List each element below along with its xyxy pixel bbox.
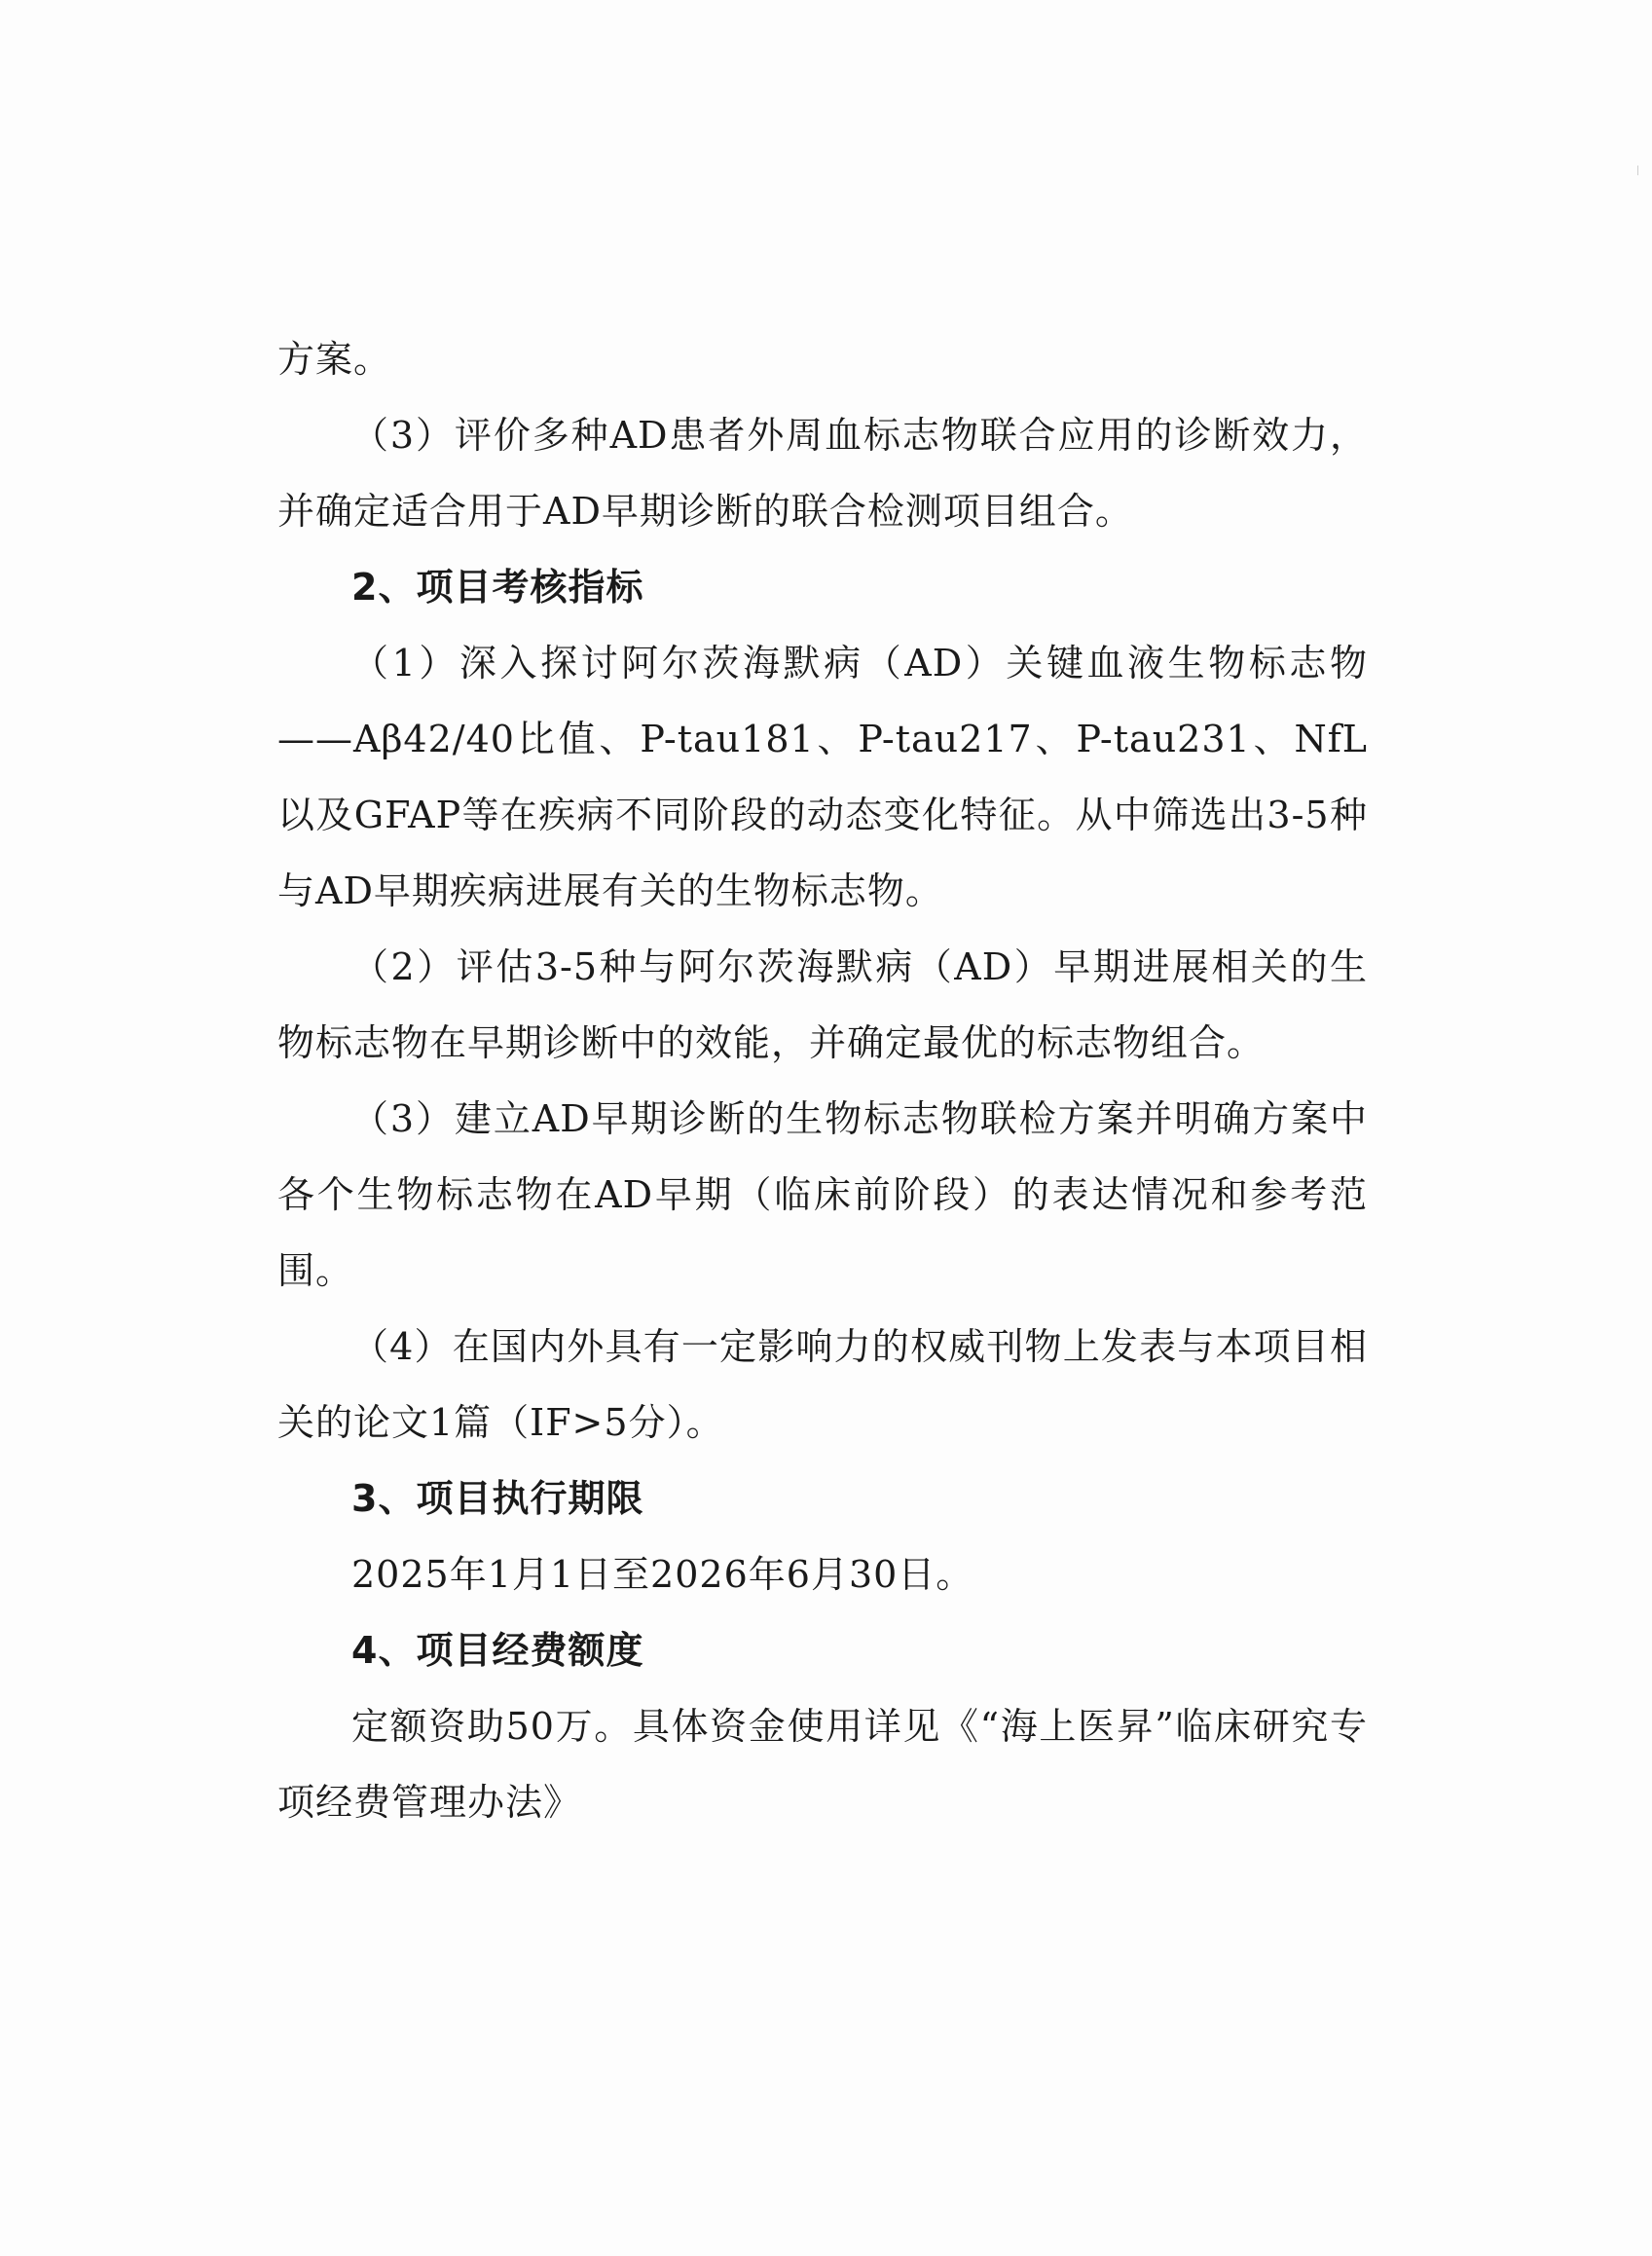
paragraph-execution-period: 2025年1月1日至2026年6月30日。	[351, 1553, 974, 1596]
document-body	[277, 321, 1368, 1840]
section-heading-funding-amount: 4、项目经费额度	[351, 1629, 644, 1672]
paragraph-funding-amount: 定额资助50万。具体资金使用详见《“海上医昇”临床研究专项经费管理办法》	[277, 1705, 1368, 1824]
paragraph-indicator-3: （3）建立AD早期诊断的生物标志物联检方案并明确方案中各个生物标志物在AD早期（临床前阶段）的表达情况和参考范围。	[277, 1097, 1368, 1292]
scan-artifact	[1637, 166, 1638, 175]
section-heading-assessment-indicators: 2、项目考核指标	[351, 566, 644, 609]
paragraph-indicator-4: （4）在国内外具有一定影响力的权威刊物上发表与本项目相关的论文1篇（IF>5分）。	[277, 1325, 1368, 1444]
paragraph-objective-3: （3）评价多种AD患者外周血标志物联合应用的诊断效力，并确定适合用于AD早期诊断的联合检测项目组合。	[277, 414, 1368, 533]
paragraph-continuation: 方案。	[277, 338, 392, 381]
paragraph-indicator-2: （2）评估3-5种与阿尔茨海默病（AD）早期进展相关的生物标志物在早期诊断中的效能，并确定最优的标志物组合。	[277, 945, 1368, 1064]
paragraph-indicator-1: （1）深入探讨阿尔茨海默病（AD）关键血液生物标志物——Aβ42/40比值、P-tau181、P-tau217、P-tau231、NfL以及GFAP等在疾病不同阶段的动态变化特征。从中筛选出3-5种与AD早期疾病进展有关的生物标志物。	[277, 642, 1368, 912]
section-heading-execution-period: 3、项目执行期限	[351, 1477, 644, 1520]
